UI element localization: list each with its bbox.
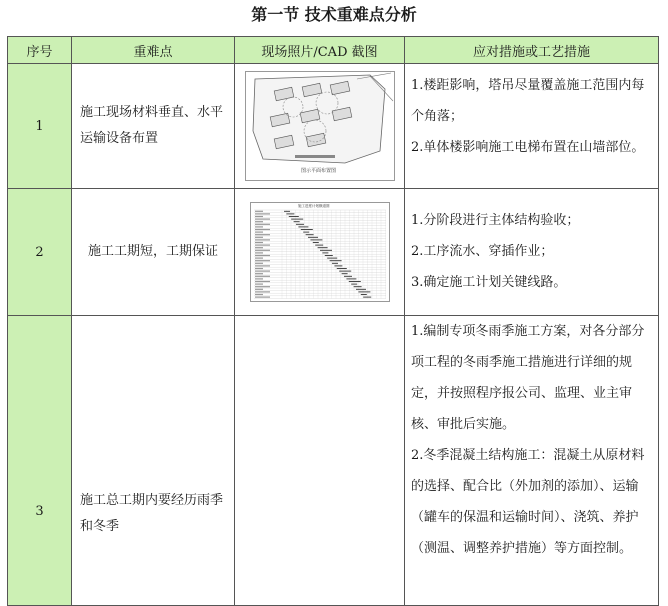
table-header-row bbox=[8, 37, 659, 64]
row-measures bbox=[405, 64, 659, 189]
measure-item: 1.编制专项冬雨季施工方案，对各分部分项工程的冬雨季施工措施进行详细的规定，并按照程序报公司、监理、业主审核、审批后实施。 bbox=[411, 324, 645, 432]
measure-item: 2.单体楼影响施工电梯布置在山墙部位。 bbox=[411, 140, 645, 155]
row-number: 3 bbox=[8, 316, 72, 606]
site-plan-caption: 图示平面布置图 bbox=[300, 168, 336, 174]
row-difficulty: 施工现场材料垂直、水平运输设备布置 bbox=[72, 64, 235, 189]
section-title: 第一节 技术重难点分析 bbox=[251, 5, 417, 24]
site-plan-image-cell bbox=[235, 64, 405, 189]
header-seq: 序号 bbox=[8, 37, 72, 64]
schedule-image-cell bbox=[235, 189, 405, 316]
row-number: 2 bbox=[8, 189, 72, 316]
header-measures: 应对措施或工艺措施 bbox=[405, 37, 659, 64]
measure-item: 2.工序流水、穿插作业； bbox=[411, 244, 554, 259]
empty-image-cell bbox=[235, 316, 405, 606]
row-difficulty: 施工总工期内要经历雨季和冬季 bbox=[72, 316, 235, 606]
header-photo: 现场照片/CAD 截图 bbox=[235, 37, 405, 64]
measure-item: 1.分阶段进行主体结构验收； bbox=[411, 213, 580, 228]
row-measures bbox=[405, 189, 659, 316]
difficulty-table bbox=[7, 36, 659, 606]
site-plan-drawing bbox=[245, 71, 395, 181]
row-measures bbox=[405, 316, 659, 606]
measure-item: 2.冬季混凝土结构施工：混凝土从原材料的选择、配合比（外加剂的添加）、运输（罐车的保温和运输时间）、浇筑、养护（测温、调整养护措施）等方面控制。 bbox=[411, 448, 645, 556]
schedule-gantt-chart bbox=[250, 202, 390, 302]
row-difficulty: 施工工期短，工期保证 bbox=[72, 189, 235, 316]
table-row bbox=[8, 189, 659, 316]
table-row bbox=[8, 316, 659, 606]
table-row bbox=[8, 64, 659, 189]
row-number: 1 bbox=[8, 64, 72, 189]
header-difficulty: 重难点 bbox=[72, 37, 235, 64]
measure-item: 1.楼距影响，塔吊尽量覆盖施工范围内每个角落； bbox=[411, 78, 645, 124]
measure-item: 3.确定施工计划关键线路。 bbox=[411, 275, 567, 290]
schedule-caption: 施工进度计划横道图 bbox=[297, 204, 329, 208]
